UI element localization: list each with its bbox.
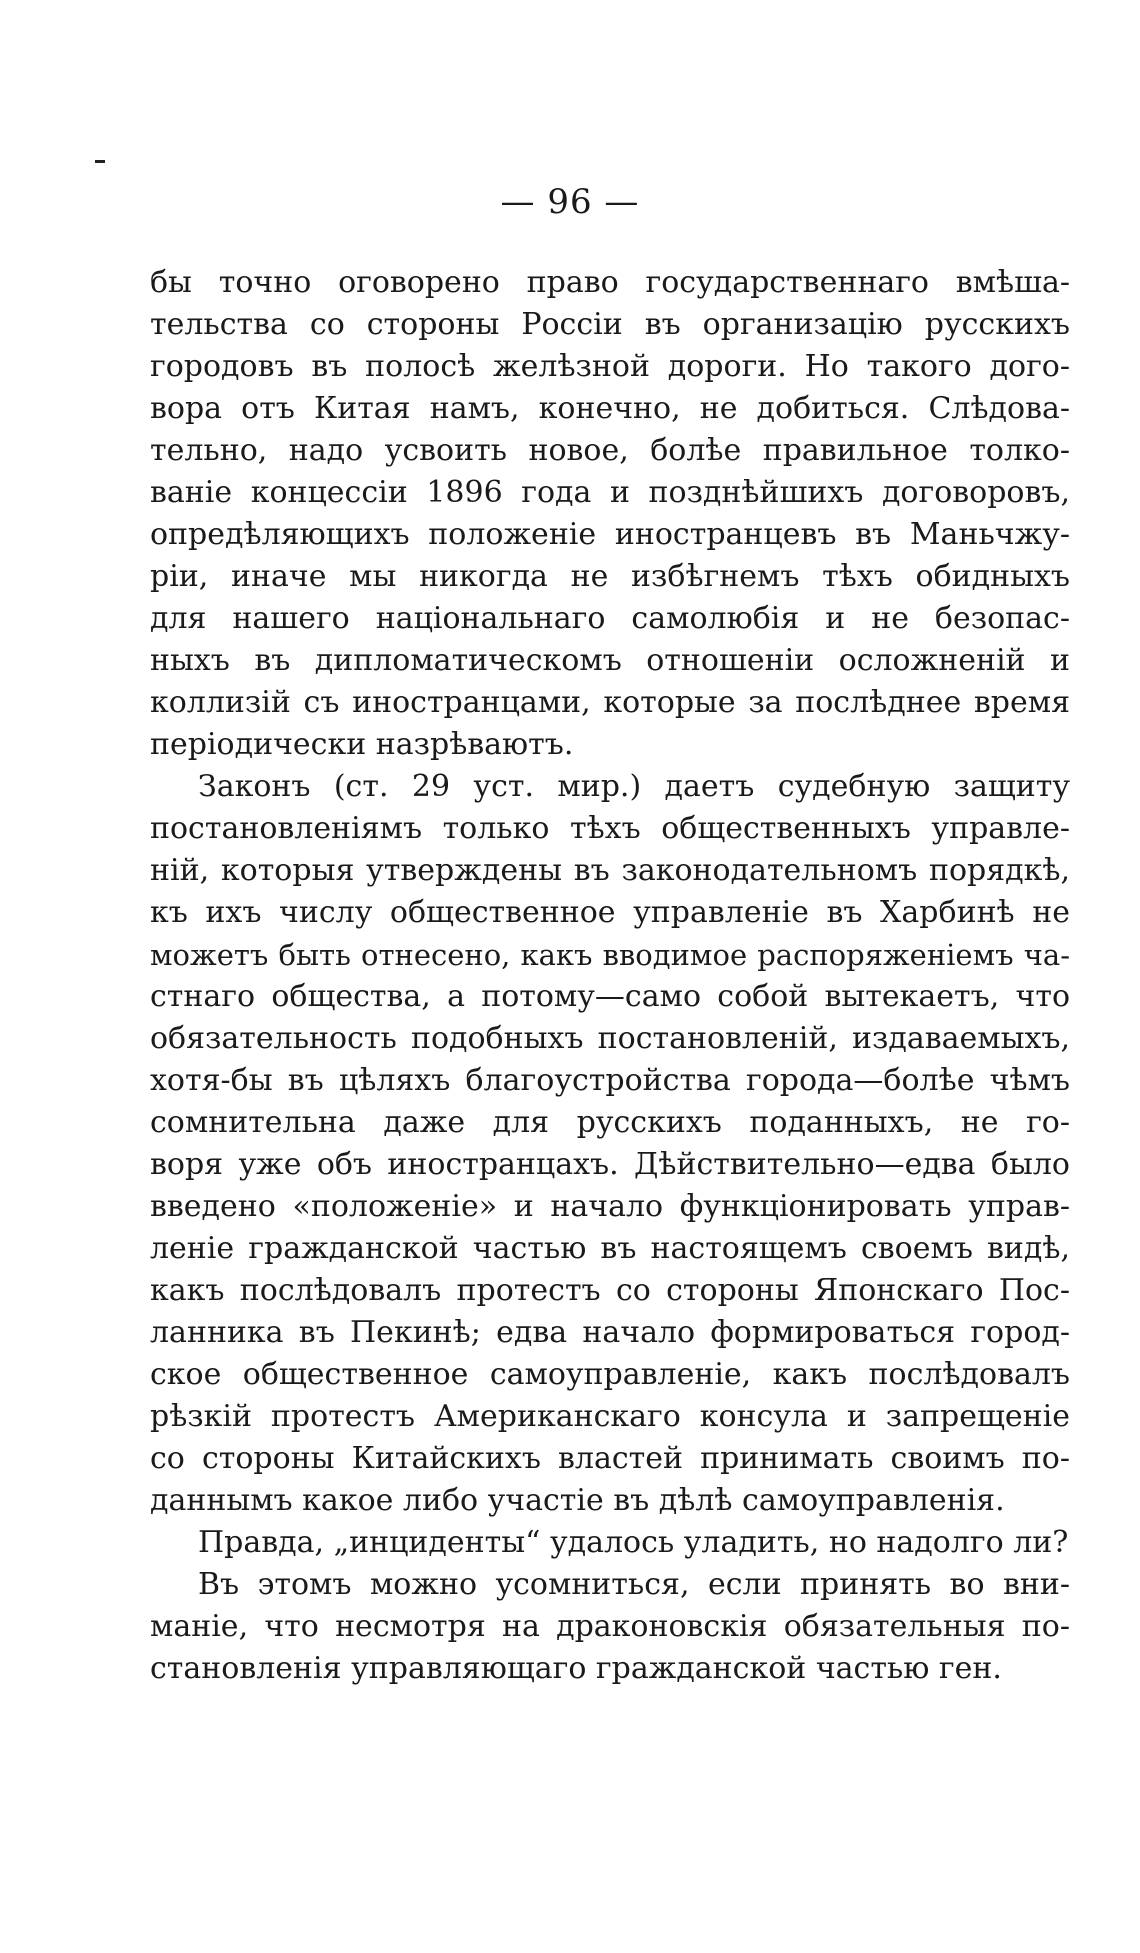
text-line: хотя-бы въ цѣляхъ благоустройства города—болѣе чѣмъ [150, 1063, 1070, 1098]
text-line: маніе, что несмотря на драконовскія обязательныя по- [150, 1609, 1070, 1644]
text-line: обязательность подобныхъ постановленій, издаваемыхъ, [150, 1021, 1070, 1056]
text-line: рѣзкій протестъ Американскаго консула и запрещеніе [150, 1399, 1070, 1434]
text-line: вора отъ Китая намъ, конечно, не добиться. Слѣдова- [150, 391, 1070, 426]
text-line: ріи, иначе мы никогда не избѣгнемъ тѣхъ обидныхъ [150, 559, 1070, 594]
text-line: Законъ (ст. 29 уст. мир.) даетъ судебную защиту [198, 769, 1070, 804]
paragraph [150, 1522, 1070, 1564]
text-line: ныхъ въ дипломатическомъ отношеніи осложненій и [150, 643, 1070, 678]
paragraph [150, 766, 1070, 1522]
text-line: можетъ быть отнесено, какъ вводимое распоряженіемъ ча- [150, 938, 1070, 972]
text-line: становленія управляющаго гражданской частью ген. [150, 1651, 1002, 1686]
text-line: періодически назрѣваютъ. [150, 727, 574, 762]
text-line: тельства со стороны Россіи въ организацію русскихъ [150, 307, 1070, 342]
text-line: леніе гражданской частью въ настоящемъ своемъ видѣ, [150, 1231, 1070, 1266]
text-line: ваніе концессіи 1896 года и позднѣйшихъ договоровъ, [150, 475, 1070, 510]
text-line: Правда, „инциденты“ удалось уладить, но надолго ли? [198, 1525, 1069, 1560]
text-line: для нашего національнаго самолюбія и не безопас- [150, 601, 1070, 636]
text-line: введено «положеніе» и начало функціонировать управ- [150, 1189, 1070, 1224]
text-line: ланника въ Пекинѣ; едва начало формироваться город- [150, 1315, 1070, 1350]
text-line: тельно, надо усвоить новое, болѣе правильное толко- [150, 433, 1070, 468]
text-line: ское общественное самоуправленіе, какъ послѣдовалъ [150, 1357, 1070, 1392]
page-number: — 96 — [500, 182, 640, 222]
text-line: воря уже объ иностранцахъ. Дѣйствительно—едва было [150, 1147, 1070, 1182]
text-line: стнаго общества, а потому—само собой вытекаетъ, что [150, 979, 1070, 1014]
text-line: сомнительна даже для русскихъ поданныхъ, не го- [150, 1105, 1070, 1140]
paragraph [150, 262, 1070, 766]
text-line: бы точно оговорено право государственнаго вмѣша- [150, 265, 1070, 300]
text-line: городовъ въ полосѣ желѣзной дороги. Но такого дого- [150, 349, 1070, 384]
paragraph [150, 1564, 1070, 1690]
text-line: ній, которыя утверждены въ законодательномъ порядкѣ, [150, 853, 1070, 888]
text-line: Въ этомъ можно усомниться, если принять во вни- [198, 1567, 1070, 1602]
text-line: коллизій съ иностранцами, которые за послѣднее время [150, 685, 1070, 720]
text-line: какъ послѣдовалъ протестъ со стороны Японскаго Пос- [150, 1273, 1070, 1308]
text-line: опредѣляющихъ положеніе иностранцевъ въ Маньчжу- [150, 517, 1070, 552]
text-line: къ ихъ числу общественное управленіе въ Харбинѣ не [150, 895, 1070, 930]
margin-mark [95, 160, 105, 163]
text-line: даннымъ какое либо участіе въ дѣлѣ самоуправленія. [150, 1483, 1005, 1518]
page-body [150, 262, 1070, 1690]
text-line: постановленіямъ только тѣхъ общественныхъ управле- [150, 811, 1070, 846]
text-line: со стороны Китайскихъ властей принимать своимъ по- [150, 1441, 1070, 1476]
